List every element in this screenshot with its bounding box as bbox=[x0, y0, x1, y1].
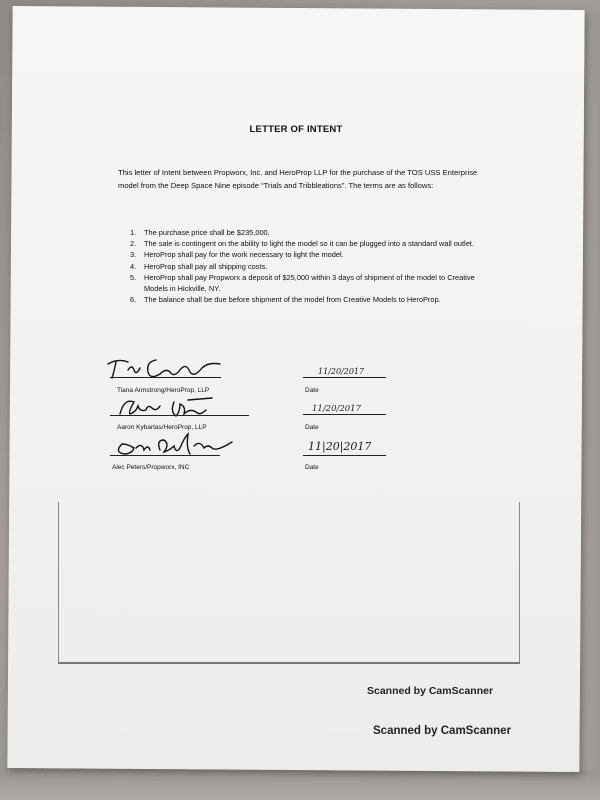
term-item: 1. The purchase price shall be $235,000. bbox=[130, 228, 270, 237]
signature-aaron-kybartas bbox=[114, 394, 244, 420]
term-item: 5. HeroProp shall pay Propworx a deposit of $25,000 within 3 days of shipment of the model to Creative Models in Hickville, NY. bbox=[130, 272, 475, 294]
terms-list bbox=[130, 227, 475, 305]
signatory-name: Alec Peters/Propworx, INC bbox=[112, 464, 190, 471]
camscanner-watermark: Scanned by CamScanner bbox=[367, 685, 494, 697]
signature-line bbox=[110, 415, 249, 416]
signature-line bbox=[110, 377, 221, 378]
blank-frame bbox=[58, 502, 520, 664]
date-label: Date bbox=[305, 424, 319, 431]
document-title: LETTER OF INTENT bbox=[249, 124, 343, 135]
term-item: 3. HeroProp shall pay for the work necessary to light the model. bbox=[130, 250, 344, 260]
camscanner-watermark: Scanned by CamScanner bbox=[373, 725, 512, 737]
date-label: Date bbox=[305, 464, 319, 471]
handwritten-date: 11/20/2017 bbox=[318, 367, 365, 376]
date-line bbox=[303, 377, 386, 378]
term-item: 2. The sale is contingent on the ability to light the model so it can be plugged into a standard wall outlet. bbox=[130, 239, 474, 249]
handwritten-date: 11|20|2017 bbox=[308, 440, 372, 453]
date-line bbox=[303, 455, 386, 456]
signature-line bbox=[110, 455, 220, 456]
term-item: 6. The balance shall be due before shipment of the model from Creative Models to HeroProp. bbox=[130, 295, 441, 305]
signatory-name: Aaron Kybartas/HeroProp, LLP bbox=[117, 424, 207, 431]
date-label: Date bbox=[305, 387, 319, 394]
signatory-name: Tiana Armstrong/HeroProp, LLP bbox=[117, 387, 210, 394]
handwritten-date: 11/20/2017 bbox=[312, 404, 361, 414]
date-line bbox=[303, 414, 386, 415]
term-item: 4. HeroProp shall pay all shipping costs. bbox=[130, 261, 268, 271]
intro-paragraph: This letter of Intent between Propworx, Inc. and HeroProp LLP for the purchase of the TOS USS Enterprise model from the Deep Space Nine episode “Trials and Tribbleations”. The terms are as follows: bbox=[118, 168, 478, 190]
desk-surface bbox=[0, 770, 600, 800]
